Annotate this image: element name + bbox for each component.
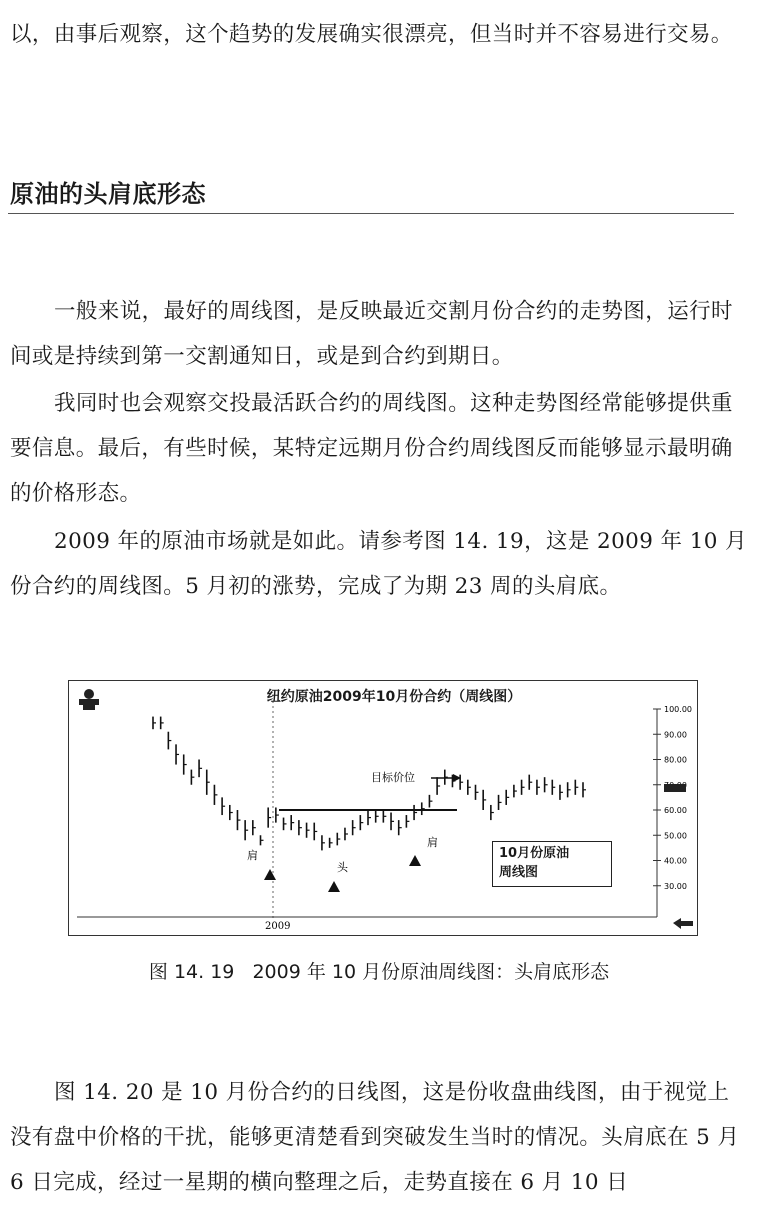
head-label: 头 bbox=[337, 861, 348, 874]
logo-icon bbox=[79, 689, 99, 710]
chart-legend-box bbox=[492, 841, 612, 887]
y-tick-label: 40.00 bbox=[664, 856, 687, 866]
y-tick-label: 100.00 bbox=[664, 705, 692, 714]
figure-chart bbox=[68, 680, 698, 936]
paragraph-4: 图 14. 20 是 10 月份合约的日线图，这是份收盘曲线图，由于视觉上没有盘中价格的干扰，能够更清楚看到突破发生当时的情况。头肩底在 5 月 6 日完成，经过一星期的横向整理之后，走势直接在 6 月 10 日 bbox=[10, 1080, 740, 1195]
scroll-arrow-icon bbox=[673, 918, 693, 929]
target-arrow bbox=[431, 774, 461, 782]
chart-title: 纽约原油2009年10月份合约（周线图） bbox=[266, 689, 522, 705]
price-marker-icon bbox=[664, 784, 686, 792]
head-triangle-icon bbox=[328, 881, 340, 892]
legend-line-1: 10月份原油 bbox=[499, 846, 570, 861]
y-tick-label: 90.00 bbox=[664, 730, 687, 740]
y-tick-label: 80.00 bbox=[664, 755, 687, 765]
year-label: 2009 bbox=[265, 921, 291, 932]
section-heading: 原油的头肩底形态 bbox=[10, 179, 206, 208]
legend-line-2: 周线图 bbox=[499, 865, 539, 880]
target-label: 目标价位 bbox=[371, 771, 415, 784]
paragraph-1: 一般来说，最好的周线图，是反映最近交割月份合约的走势图，运行时间或是持续到第一交割通知日，或是到合约到期日。 bbox=[10, 299, 733, 369]
paragraph-3: 2009 年的原油市场就是如此。请参考图 14. 19，这是 2009 年 10 月份合约的周线图。5 月初的涨势，完成了为期 23 周的头肩底。 bbox=[10, 529, 747, 599]
figure-caption bbox=[0, 957, 758, 984]
heading-rule bbox=[8, 213, 734, 214]
caption-text: 2009 年 10 月份原油周线图：头肩底形态 bbox=[252, 961, 610, 983]
y-tick-label: 50.00 bbox=[664, 831, 687, 841]
paragraph-2: 我同时也会观察交投最活跃合约的周线图。这种走势图经常能够提供重要信息。最后，有些时候，某特定远期月份合约周线图反而能够显示最明确的价格形态。 bbox=[10, 391, 733, 506]
left-shoulder-label: 肩 bbox=[247, 849, 258, 862]
y-tick-label: 60.00 bbox=[664, 806, 687, 815]
left-shoulder-triangle-icon bbox=[264, 869, 276, 880]
right-shoulder-label: 肩 bbox=[427, 836, 438, 849]
weekly-bar-chart bbox=[69, 681, 697, 935]
paragraph-top: 以，由事后观察，这个趋势的发展确实很漂亮，但当时并不容易进行交易。 bbox=[10, 22, 733, 47]
caption-number: 图 14. 19 bbox=[148, 961, 235, 983]
right-shoulder-triangle-icon bbox=[409, 855, 421, 866]
y-tick-label: 30.00 bbox=[664, 881, 687, 891]
